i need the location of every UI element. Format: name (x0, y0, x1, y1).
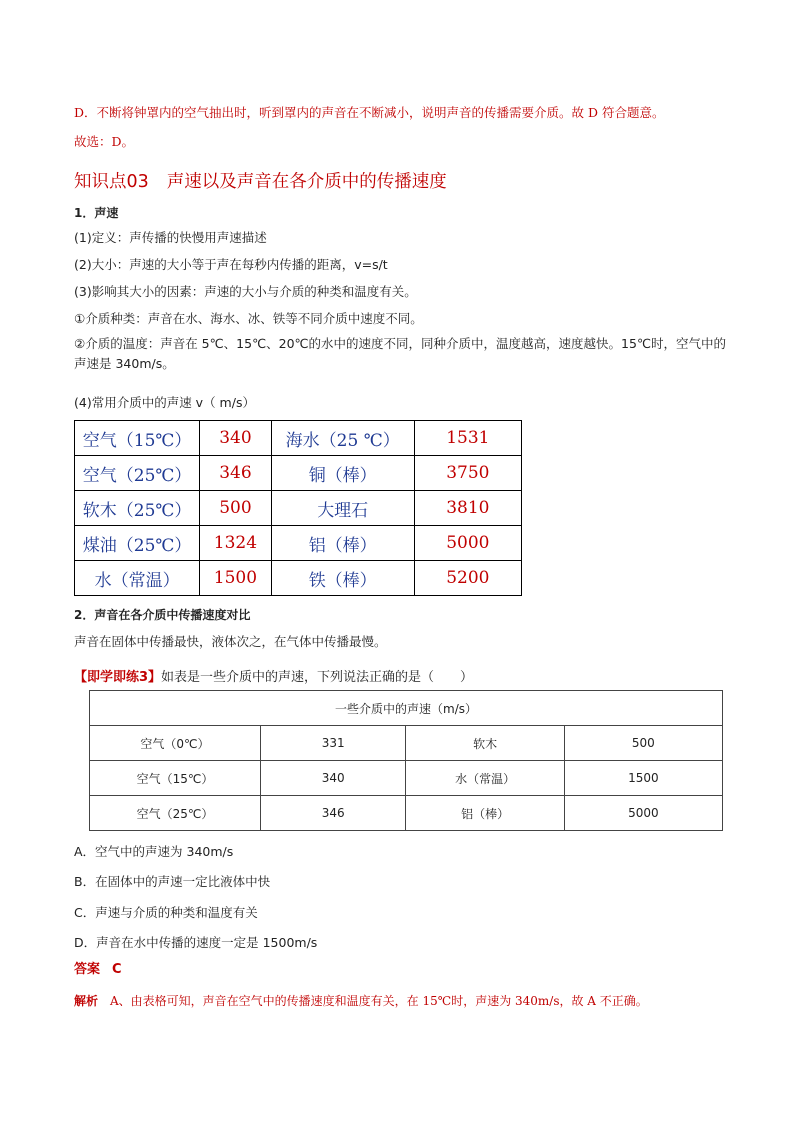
table-cell: 软木 (406, 726, 564, 761)
explanation-text: A、由表格可知，声音在空气中的传播速度和温度有关，在 15℃时，声速为 340m/s，故 A 不正确。 (110, 994, 648, 1008)
option-c: C．声速与介质的种类和温度有关 (74, 905, 258, 920)
table-row (90, 761, 723, 796)
practice-question-text: 如表是一些介质中的声速，下列说法正确的是（ ） (161, 670, 474, 685)
table-cell: 软木（25℃） (75, 491, 200, 526)
table-cell: 331 (260, 726, 406, 761)
subheading-sound-speed: 1．声速 (74, 206, 119, 220)
table-cell: 大理石 (271, 491, 414, 526)
table-cell: 海水（25 ℃） (271, 421, 414, 456)
option-d-explanation: D．不断将钟罩内的空气抽出时，听到罩内的声音在不断减小，说明声音的传播需要介质。故 D 符合题意。 (74, 105, 665, 120)
definition-line: (1)定义：声传播的快慢用声速描述 (74, 230, 267, 245)
table-row (90, 796, 723, 831)
section-title: 声速以及声音在各介质中的传播速度 (166, 172, 447, 192)
medium-type-line: ①介质种类：声音在水、海水、冰、铁等不同介质中速度不同。 (74, 311, 423, 326)
table-cell: 铁（棒） (271, 561, 414, 596)
practice-question (74, 666, 473, 685)
table-cell: 空气（15℃） (90, 761, 261, 796)
table-cell: 3810 (414, 491, 521, 526)
explanation (74, 992, 648, 1009)
table-row (75, 561, 522, 596)
common-media-line: (4)常用介质中的声速 v（ m/s） (74, 395, 255, 410)
table-cell: 5200 (414, 561, 521, 596)
option-a: A．空气中的声速为 340m/s (74, 844, 234, 859)
table-row (75, 456, 522, 491)
table-cell: 水（常温） (75, 561, 200, 596)
answer-value: C (112, 962, 122, 977)
medium-temperature-paragraph: ②介质的温度：声音在 5℃、15℃、20℃的水中的速度不同，同种介质中，温度越高，速度越快。15℃时，空气中的声速是 340m/s。 (74, 336, 727, 371)
table-cell: 500 (200, 491, 272, 526)
practice-table (89, 690, 723, 831)
table-cell: 5000 (414, 526, 521, 561)
table-row (75, 491, 522, 526)
table-row (75, 421, 522, 456)
selection-line: 故选：D。 (74, 134, 135, 149)
size-line: (2)大小：声速的大小等于声在每秒内传播的距离，v=s/t (74, 257, 388, 272)
table-cell: 346 (200, 456, 272, 491)
table-cell: 煤油（25℃） (75, 526, 200, 561)
table-cell: 340 (260, 761, 406, 796)
explanation-label: 解析 (74, 994, 99, 1008)
table-cell: 340 (200, 421, 272, 456)
table-row (75, 526, 522, 561)
table-cell: 1531 (414, 421, 521, 456)
table-cell: 空气（25℃） (75, 456, 200, 491)
table-cell: 1500 (564, 761, 722, 796)
table-cell: 1324 (200, 526, 272, 561)
section-label: 知识点03 (74, 172, 149, 192)
table-cell: 铝（棒） (271, 526, 414, 561)
table-cell: 水（常温） (406, 761, 564, 796)
section-heading (74, 168, 447, 193)
table-title-cell: 一些介质中的声速（m/s） (90, 691, 723, 726)
answer-label: 答案 (74, 962, 101, 977)
option-b: B．在固体中的声速一定比液体中快 (74, 874, 271, 889)
table-row (90, 726, 723, 761)
table-cell: 铝（棒） (406, 796, 564, 831)
table-cell: 空气（25℃） (90, 796, 261, 831)
table-cell: 1500 (200, 561, 272, 596)
factors-line: (3)影响其大小的因素：声速的大小与介质的种类和温度有关。 (74, 284, 417, 299)
option-d: D．声音在水中传播的速度一定是 1500m/s (74, 935, 318, 950)
comparison-text: 声音在固体中传播最快，液体次之，在气体中传播最慢。 (74, 634, 387, 649)
table-cell: 铜（棒） (271, 456, 414, 491)
speed-table (74, 420, 522, 596)
answer (74, 958, 122, 977)
practice-tag: 【即学即练3】 (74, 670, 162, 685)
subheading-comparison: 2．声音在各介质中传播速度对比 (74, 608, 251, 622)
table-cell: 5000 (564, 796, 722, 831)
table-row (90, 691, 723, 726)
table-cell: 500 (564, 726, 722, 761)
table-cell: 3750 (414, 456, 521, 491)
table-cell: 空气（15℃） (75, 421, 200, 456)
table-cell: 空气（0℃） (90, 726, 261, 761)
table-cell: 346 (260, 796, 406, 831)
